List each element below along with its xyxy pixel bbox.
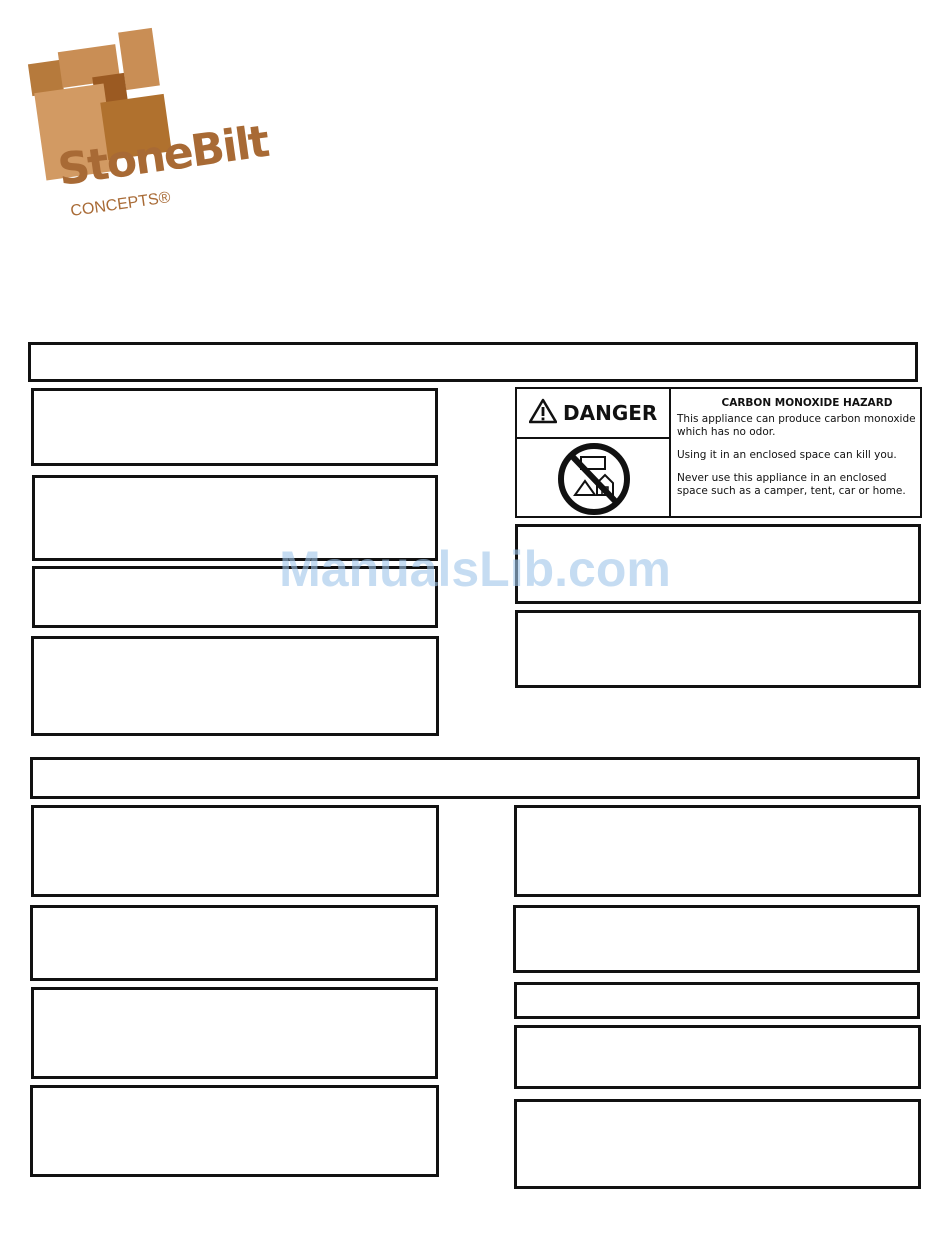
danger-label-left xyxy=(517,389,671,516)
text-box xyxy=(514,1099,921,1189)
danger-line: This appliance can produce carbon monoxide which has no odor. xyxy=(677,413,916,438)
text-box xyxy=(31,388,438,466)
brand-logo xyxy=(0,0,271,250)
text-box xyxy=(30,905,438,981)
brand-name: StoneBilt xyxy=(54,116,271,196)
danger-line: Never use this appliance in an enclosed space such as a camper, tent, car or home. xyxy=(677,472,906,497)
text-box xyxy=(515,610,921,688)
text-box xyxy=(32,566,438,628)
danger-header xyxy=(517,389,669,439)
danger-line: Using it in an enclosed space can kill you. xyxy=(677,449,897,461)
danger-signal-word: DANGER xyxy=(563,401,658,425)
danger-label xyxy=(515,387,922,518)
text-box xyxy=(514,805,921,897)
brand-subtitle: CONCEPTS® xyxy=(69,189,172,221)
section-header-bar xyxy=(30,757,920,799)
text-box xyxy=(514,1025,921,1089)
danger-text-block xyxy=(677,397,917,508)
watermark: ManualsLib.com xyxy=(279,541,671,597)
no-enclosed-space-icon xyxy=(555,443,633,519)
text-box xyxy=(30,1085,439,1177)
text-box xyxy=(515,524,921,604)
text-box xyxy=(514,982,920,1019)
text-box xyxy=(31,636,439,736)
text-box xyxy=(31,987,438,1079)
warning-triangle-icon xyxy=(529,398,557,428)
text-box xyxy=(513,905,920,973)
danger-title: CARBON MONOXIDE HAZARD xyxy=(721,397,893,409)
section-header-bar xyxy=(28,342,918,382)
text-box xyxy=(31,805,439,897)
text-box xyxy=(32,475,438,561)
